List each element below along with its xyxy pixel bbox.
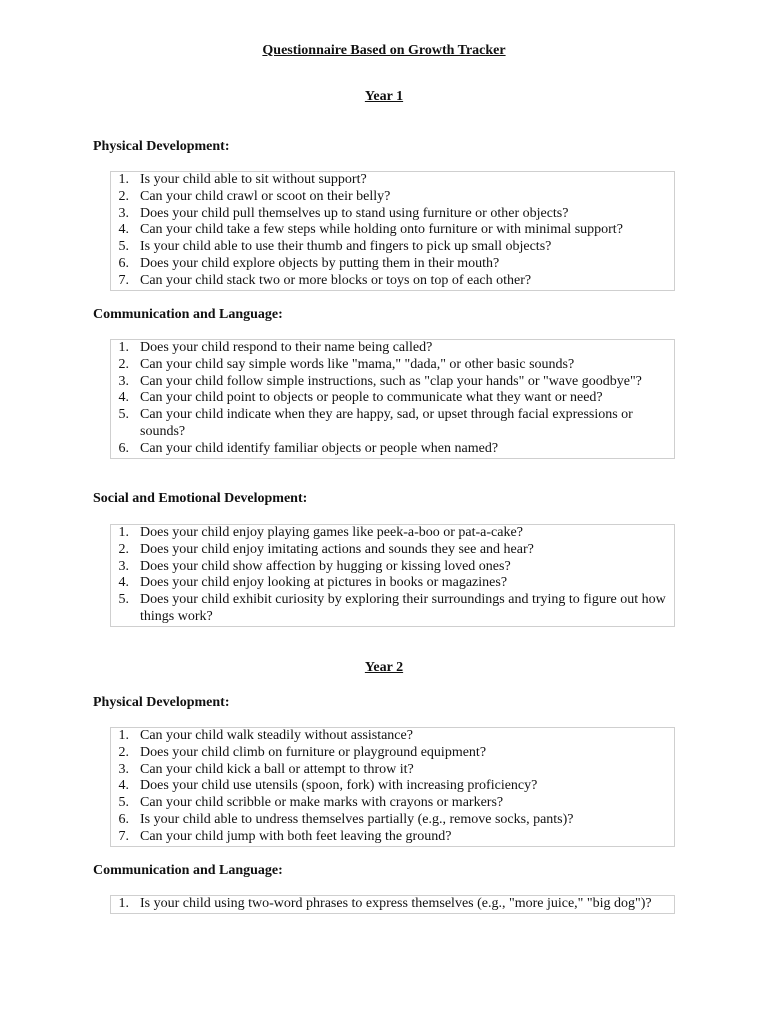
question-number: 2. (118, 744, 129, 760)
question-number: 3. (118, 558, 129, 574)
question-text: Does your child use utensils (spoon, fork) with increasing proficiency? (140, 778, 538, 794)
question-item (111, 256, 672, 273)
question-list-box (110, 171, 675, 291)
question-text: Does your child pull themselves up to stand using furniture or other objects? (140, 205, 569, 221)
year-heading: Year 2 (364, 660, 404, 675)
question-number: 3. (118, 761, 129, 777)
question-number: 2. (118, 541, 129, 557)
question-number: 5. (118, 407, 129, 423)
question-number: 2. (118, 188, 129, 204)
question-number: 7. (118, 828, 129, 844)
question-item (111, 273, 672, 290)
question-number: 2. (118, 356, 129, 372)
question-list (111, 728, 672, 846)
question-text: Does your child explore objects by putting them in their mouth? (140, 255, 500, 271)
question-item (111, 189, 672, 206)
section-heading: Physical Development: (93, 695, 230, 710)
question-text: Can your child scribble or make marks with crayons or markers? (140, 795, 504, 811)
question-item (111, 340, 672, 357)
question-item (111, 222, 672, 239)
question-text: Can your child point to objects or people to communicate what they want or need? (140, 390, 603, 406)
question-number: 4. (118, 778, 129, 794)
question-item (111, 407, 672, 441)
question-item (111, 525, 672, 542)
question-number: 1. (118, 340, 129, 355)
question-item (111, 829, 672, 846)
question-item (111, 441, 672, 458)
section-heading: Communication and Language: (93, 863, 283, 878)
question-text: Does your child enjoy playing games like peek-a-boo or pat-a-cake? (140, 525, 523, 540)
question-item (111, 206, 672, 223)
question-item (111, 795, 672, 812)
question-text: Can your child kick a ball or attempt to throw it? (140, 761, 414, 777)
question-list-box (110, 727, 675, 847)
question-text: Can your child say simple words like "mama," "dada," or other basic sounds? (140, 356, 575, 372)
question-text: Is your child able to sit without support? (140, 172, 367, 187)
question-number: 1. (118, 728, 129, 743)
question-text: Does your child climb on furniture or playground equipment? (140, 744, 487, 760)
question-item (111, 575, 672, 592)
question-item (111, 172, 672, 189)
question-item (111, 812, 672, 829)
question-item (111, 745, 672, 762)
question-number: 5. (118, 592, 129, 608)
question-number: 3. (118, 205, 129, 221)
question-text: Can your child identify familiar objects or people when named? (140, 440, 499, 456)
question-number: 6. (118, 440, 129, 456)
question-text: Can your child follow simple instructions, such as "clap your hands" or "wave goodbye"? (140, 373, 642, 389)
question-text: Does your child enjoy looking at pictures in books or magazines? (140, 575, 508, 591)
question-text: Does your child exhibit curiosity by exploring their surroundings and trying to figure out how things work? (140, 592, 666, 624)
question-text: Can your child indicate when they are happy, sad, or upset through facial expressions or sounds? (140, 407, 633, 439)
question-item (111, 542, 672, 559)
question-number: 3. (118, 373, 129, 389)
question-list-box (110, 524, 675, 627)
section-heading: Communication and Language: (93, 307, 283, 322)
question-list (111, 340, 672, 458)
question-number: 5. (118, 795, 129, 811)
question-text: Can your child walk steadily without assistance? (140, 728, 413, 743)
question-item (111, 592, 672, 626)
question-text: Can your child stack two or more blocks or toys on top of each other? (140, 272, 532, 288)
question-text: Can your child jump with both feet leaving the ground? (140, 828, 452, 844)
question-text: Does your child show affection by hugging or kissing loved ones? (140, 558, 511, 574)
question-list-box (110, 339, 675, 459)
question-item (111, 896, 672, 913)
question-number: 1. (118, 172, 129, 187)
question-item (111, 728, 672, 745)
question-number: 1. (118, 896, 129, 911)
question-number: 4. (118, 222, 129, 238)
question-text: Is your child able to undress themselves partially (e.g., remove socks, pants)? (140, 811, 574, 827)
question-text: Is your child using two-word phrases to express themselves (e.g., "more juice," "big dog")? (140, 896, 652, 911)
document-title: Questionnaire Based on Growth Tracker (262, 43, 506, 58)
question-list (111, 896, 672, 913)
question-item (111, 778, 672, 795)
section-heading: Social and Emotional Development: (93, 491, 308, 506)
question-item (111, 374, 672, 391)
question-text: Can your child take a few steps while holding onto furniture or with minimal support? (140, 222, 623, 238)
question-item (111, 762, 672, 779)
question-number: 5. (118, 239, 129, 255)
question-text: Does your child respond to their name being called? (140, 340, 433, 355)
question-number: 4. (118, 390, 129, 406)
question-list (111, 525, 672, 626)
question-text: Is your child able to use their thumb and fingers to pick up small objects? (140, 239, 552, 255)
question-item (111, 357, 672, 374)
question-item (111, 559, 672, 576)
question-number: 6. (118, 255, 129, 271)
question-number: 7. (118, 272, 129, 288)
question-text: Does your child enjoy imitating actions and sounds they see and hear? (140, 541, 534, 557)
question-number: 4. (118, 575, 129, 591)
year-heading: Year 1 (364, 89, 404, 104)
question-text: Can your child crawl or scoot on their belly? (140, 188, 391, 204)
question-list (111, 172, 672, 290)
section-heading: Physical Development: (93, 139, 230, 154)
question-number: 6. (118, 811, 129, 827)
question-number: 1. (118, 525, 129, 540)
question-item (111, 239, 672, 256)
question-list-box (110, 895, 675, 914)
question-item (111, 390, 672, 407)
